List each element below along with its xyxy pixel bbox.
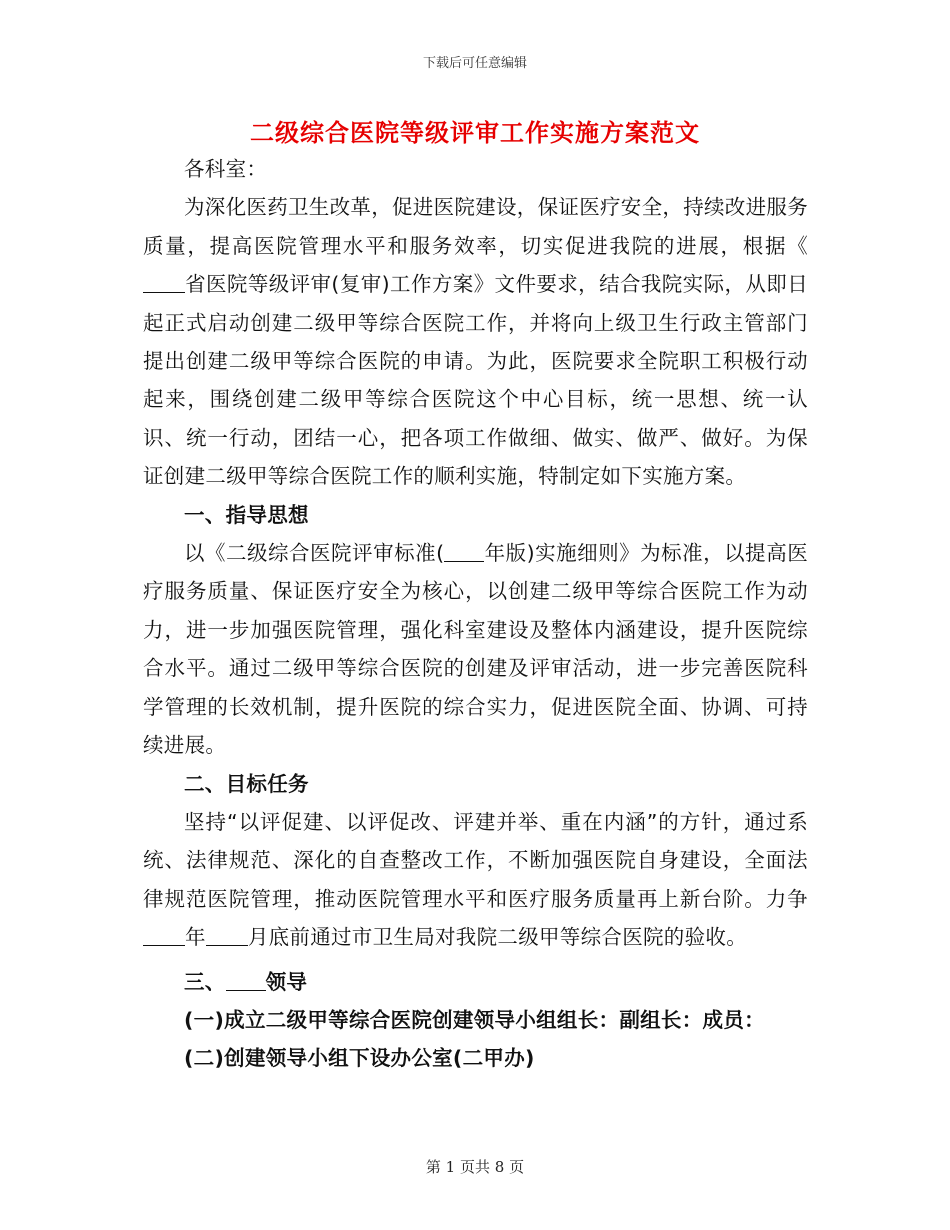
blank-line <box>143 925 185 947</box>
intro-text-2: 省医院等级评审(复审)工作方案》文件要求，结合我院实际，从即日起正式启动创建二级甲等综合医院工作，并将向上级卫生行政主管部门提出创建二级甲等综合医院的申请。为此，医院要求全院职工积极行动起来，围绕创建二级甲等综合医院这个中心目标，统一思想、统一认识、统一行动，团结一心，把各项工作做细、做实、做严、做好。为保证创建二级甲等综合医院工作的顺利实施，特制定如下实施方案。 <box>143 272 808 489</box>
document-body <box>143 150 808 1078</box>
section2-heading: 二、目标任务 <box>184 771 309 796</box>
intro-text-1: 为深化医药卫生改革，促进医院建设，保证医疗安全，持续改进服务质量，提高医院管理水平和服务效率，切实促进我院的进展，根据《 <box>143 195 808 258</box>
section3-item1: (一)成立二级甲等综合医院创建领导小组组长：副组长：成员： <box>184 1007 765 1032</box>
section1-paragraph <box>143 534 808 764</box>
intro-paragraph <box>143 188 808 495</box>
section2-text-1: 坚持“以评促建、以评促改、评建并举、重在内涵”的方针，通过系统、法律规范、深化的自查整改工作，不断加强医院自身建设，全面法律规范医院管理，推动医院管理水平和医疗服务质量再上新台阶。力争 <box>143 809 808 911</box>
section1-text-2: 年版)实施细则》为标准，以提高医疗服务质量、保证医疗安全为核心，以创建二级甲等综合医院工作为动力，进一步加强医院管理，强化科室建设及整体内涵建设，提升医院综合水平。通过二级甲等综合医院的创建及评审活动，进一步完善医院科学管理的长效机制，提升医院的综合实力，促进医院全面、协调、可持续进展。 <box>143 541 808 758</box>
blank-line <box>143 272 185 294</box>
section2-text-3: 月底前通过市卫生局对我院二级甲等综合医院的验收。 <box>247 925 748 950</box>
header-note: 下载后可任意编辑 <box>422 56 527 71</box>
blank-line <box>226 969 266 991</box>
page-footer: 第 1 页共 8 页 <box>425 1158 525 1176</box>
section3-heading <box>143 963 808 1001</box>
section3-heading-prefix: 三、 <box>184 969 226 994</box>
blank-line <box>444 541 484 563</box>
section1-heading: 一、指导思想 <box>184 502 309 527</box>
salutation: 各科室： <box>184 157 268 181</box>
section1-text-1: 以《二级综合医院评审标准( <box>184 541 445 566</box>
section3-item2: (二)创建领导小组下设办公室(二甲办) <box>184 1046 535 1071</box>
section2-text-2: 年 <box>185 925 206 950</box>
document-title: 二级综合医院等级评审工作实施方案范文 <box>250 119 700 147</box>
blank-line <box>206 925 248 947</box>
section2-paragraph <box>143 803 808 957</box>
section3-heading-suffix: 领导 <box>265 969 308 994</box>
